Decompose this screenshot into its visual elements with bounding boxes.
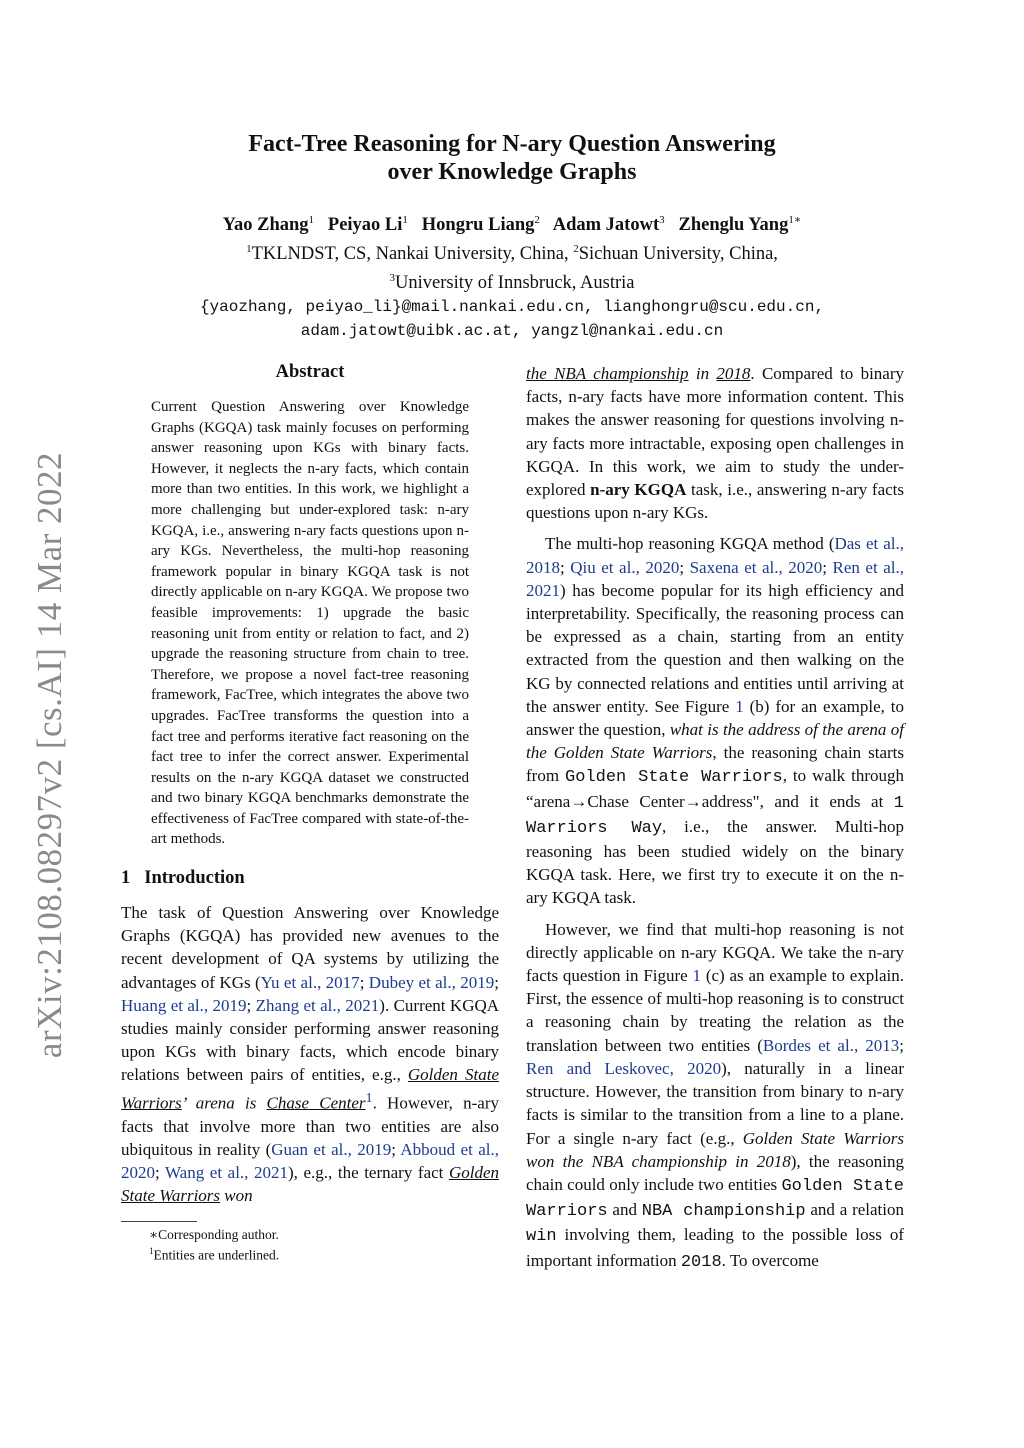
figure-link[interactable]: 1 [735,696,744,716]
citation-link[interactable]: Huang et al., 2019 [121,995,247,1015]
author-names [130,208,894,237]
footnote-corresponding: ∗Corresponding author. [149,1227,279,1243]
affiliation-line-1: $^1$TKLNDST, CS, Nankai University, China, $^2$Sichuan University, China, [246,243,778,265]
intro-paragraph-nary: However, we find that multi-hop reasoning is not directly applicable on n-ary KGQA. We take the n-ary facts question in Figure 1 (c) as an example to explain. First, the essence of multi-hop reasoning is to construct a reasoning chain by treating the relation as the translation between two entities (Bordes et al., 2013; Ren and Leskovec, 2020), naturally in a linear structure. However, the transition from binary to n-ary facts is similar to the transition from a line to a plane. For a single n-ary fact (e.g., Golden State Warriors won the NBA championship in 2018), the reasoning chain could only include two entities Golden State Warriors and NBA championship and a relation win involving them, leading to the possible loss of important information 2018. To overcome [526,919,904,1272]
citation-link[interactable]: Das et al., 2018 [526,534,904,577]
citation-link[interactable]: Abboud et al., 2020 [121,1139,499,1182]
title-line-1: Fact-Tree Reasoning for N-ary Question Answering [248,131,776,157]
footnote-link[interactable]: 1 [365,1089,373,1106]
citation-link[interactable]: Ren and Leskovec, 2020 [526,1058,722,1078]
citation-link[interactable]: Wang et al., 2021 [165,1162,288,1182]
emails-line-2: adam.jatowt@uibk.ac.at, yangzl@nankai.edu.cn [300,322,724,341]
citation-link[interactable]: Guan et al., 2019 [271,1139,392,1159]
arxiv-stamp [30,451,70,1059]
author-block [130,208,894,343]
left-column [121,362,499,1264]
citation-link[interactable]: Qiu et al., 2020 [570,557,680,577]
citation-link[interactable]: Ren et al., 2021 [526,557,904,600]
arxiv-stamp-text: arXiv:2108.08297v2 [cs.AI] 14 Mar 2022 [30,451,69,1059]
section-heading-introduction: 1 Introduction [121,868,245,889]
author: Yao Zhang$^1$ [222,214,315,236]
intro-paragraph-multihop: The multi-hop reasoning KGQA method (Das et al., 2018; Qiu et al., 2020; Saxena et al., 2020; Ren et al., 2021) has become popular for its high efficiency and interpretability. Specifically, the reasoning process can be expressed as a chain, starting from an entity extracted from the question and then walking on the KG by connected relations and entities until arriving at the answer entity. See Figure 1 (b) for an example, to answer the question, what is the address of the arena of the Golden State Warriors, the reasoning chain starts from Golden State Warriors, to walk through “arena→Chase Center→address", and it ends at 1 Warriors Way, i.e., the answer. Multi-hop reasoning has been studied widely on the binary KGQA task. Here, we first try to execute it on the n-ary KGQA task. [526,534,904,908]
citation-link[interactable]: Saxena et al., 2020 [689,557,823,577]
abstract-text: Current Question Answering over Knowledge Graphs (KGQA) task mainly focuses on performing answer reasoning upon KGs with binary facts. However, it neglects the n-ary facts, which contain more than two entities. In this work, we highlight a more challenging but under-explored task: n-ary KGQA, i.e., answering n-ary facts questions upon n-ary KGs. Nevertheless, the multi-hop reasoning framework popular in binary KGQA task is not directly applicable on n-ary KGQA. We propose two feasible improvements: 1) upgrade the basic reasoning unit from entity or relation to fact, and 2) upgrade the reasoning structure from chain to tree. Therefore, we propose a novel fact-tree reasoning framework, FacTree, which integrates the above two upgrades. FacTree transforms the question into a fact tree and performs iterative fact reasoning on the fact tree to infer the correct answer. Experimental results on the n-ary KGQA dataset we constructed and two binary KGQA benchmarks demonstrate the effectiveness of FacTree compared with state-of-the-art methods. [151,399,469,848]
affiliation-line-2: $^3$University of Innsbruck, Austria [389,272,635,294]
footnote-rule [121,1221,197,1222]
author: Zhenglu Yang$^{1∗}$ [678,214,802,236]
citation-link[interactable]: Zhang et al., 2021 [255,995,380,1015]
emails-line-1: {yaozhang, peiyao_li}@mail.nankai.edu.cn, lianghongru@scu.edu.cn, [199,298,825,317]
author: Adam Jatowt$^3$ [552,214,665,236]
author: Hongru Liang$^2$ [421,214,540,236]
abstract-heading: Abstract [275,362,345,382]
citation-link[interactable]: Bordes et al., 2013 [762,1035,900,1055]
citation-link[interactable]: Yu et al., 2017 [260,972,360,992]
intro-paragraph: The task of Question Answering over Knowledge Graphs (KGQA) has provided new avenues to the recent development of QA systems by utilizing the advantages of KGs (Yu et al., 2017; Dubey et al., 2019; Huang et al., 2019; Zhang et al., 2021). Current KGQA studies mainly consider performing answer reasoning upon KGs with binary facts, which encode binary relations between pairs of entities, e.g., Golden State Warriors’ arena is Chase Center$^1$. However, n-ary facts that involve more than two entities are also ubiquitous in reality (Guan et al., 2019; Abboud et al., 2020; Wang et al., 2021), e.g., the ternary fact Golden State Warriors won [121,903,500,1206]
title-line-2: over Knowledge Graphs [387,159,637,185]
author: Peiyao Li$^1$ [327,214,408,236]
figure-link[interactable]: 1 [692,966,702,986]
intro-paragraph-continued: the NBA championship in 2018. Compared to binary facts, n-ary facts have more information content. This makes the answer reasoning for questions involving n-ary facts more intractable, exposing open challenges in KGQA. In this work, we aim to study the under-explored n-ary KGQA task, i.e., answering n-ary facts questions upon n-ary KGs. [526,364,905,523]
citation-link[interactable]: Dubey et al., 2019 [368,972,495,992]
paper-title [150,130,874,186]
right-column [526,362,904,1282]
footnote-entities: $^1$Entities are underlined. [149,1246,280,1263]
